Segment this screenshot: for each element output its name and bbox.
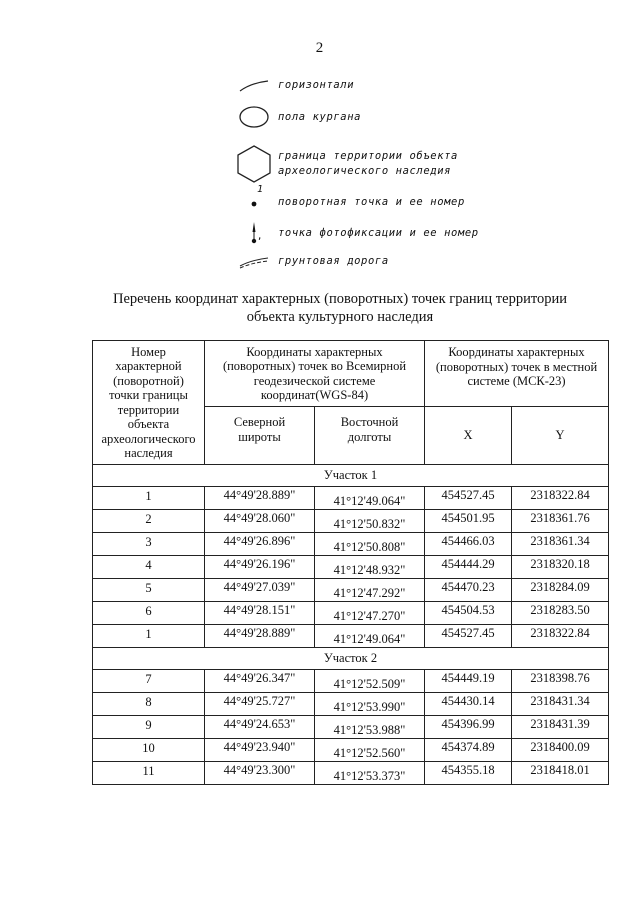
latitude-cell: 44°49'25.727"	[205, 693, 315, 716]
turning-point-number: 1	[257, 184, 264, 195]
point-number-cell: 10	[93, 739, 205, 762]
legend-label: точка фотофиксации и ее номер	[278, 226, 479, 239]
y-cell: 2318398.76	[512, 670, 609, 693]
x-cell: 454444.29	[425, 556, 512, 579]
section-row	[93, 648, 609, 670]
legend-item-mound	[236, 104, 361, 130]
svg-text:,: ,	[257, 232, 263, 242]
point-number-cell: 9	[93, 716, 205, 739]
longitude-cell: 41°12'48.932"	[315, 556, 425, 579]
turning-point-icon	[236, 184, 272, 210]
legend-item-turning-point	[236, 184, 465, 210]
point-number-cell: 1	[93, 625, 205, 648]
point-number-cell: 7	[93, 670, 205, 693]
dirt-road-icon	[236, 255, 272, 269]
ellipse-icon	[236, 104, 272, 130]
point-number-cell: 5	[93, 579, 205, 602]
table-row	[93, 693, 609, 716]
legend-label: горизонтали	[278, 79, 355, 91]
header-x: X	[425, 407, 512, 465]
longitude-cell: 41°12'53.373"	[315, 762, 425, 785]
longitude-cell: 41°12'50.808"	[315, 533, 425, 556]
table-row	[93, 579, 609, 602]
document-heading	[60, 290, 620, 326]
table-row	[93, 762, 609, 785]
x-cell: 454504.53	[425, 602, 512, 625]
point-number-cell: 4	[93, 556, 205, 579]
latitude-cell: 44°49'28.889"	[205, 625, 315, 648]
point-number-cell: 3	[93, 533, 205, 556]
coordinates-table	[92, 340, 609, 785]
x-cell: 454449.19	[425, 670, 512, 693]
x-cell: 454396.99	[425, 716, 512, 739]
legend-label: грунтовая дорога	[278, 255, 389, 267]
latitude-cell: 44°49'24.653"	[205, 716, 315, 739]
point-number-cell: 2	[93, 510, 205, 533]
table-row	[93, 487, 609, 510]
longitude-cell: 41°12'50.832"	[315, 510, 425, 533]
header-north-latitude: Северной широты	[205, 407, 315, 465]
latitude-cell: 44°49'26.347"	[205, 670, 315, 693]
section-row	[93, 465, 609, 487]
y-cell: 2318400.09	[512, 739, 609, 762]
y-cell: 2318361.76	[512, 510, 609, 533]
longitude-cell: 41°12'53.988"	[315, 716, 425, 739]
longitude-cell: 41°12'47.270"	[315, 602, 425, 625]
point-number-cell: 6	[93, 602, 205, 625]
y-cell: 2318322.84	[512, 625, 609, 648]
longitude-cell: 41°12'47.292"	[315, 579, 425, 602]
legend-item-contour	[236, 78, 354, 93]
heading-line-2: объекта культурного наследия	[246, 309, 434, 325]
x-cell: 454466.03	[425, 533, 512, 556]
table-row	[93, 716, 609, 739]
y-cell: 2318361.34	[512, 533, 609, 556]
heading-line-1: Перечень координат характерных (поворотных) точек границ территории	[112, 291, 568, 307]
y-cell: 2318431.34	[512, 693, 609, 716]
longitude-cell: 41°12'53.990"	[315, 693, 425, 716]
latitude-cell: 44°49'28.060"	[205, 510, 315, 533]
table-row	[93, 510, 609, 533]
table-row	[93, 533, 609, 556]
x-cell: 454501.95	[425, 510, 512, 533]
header-east-longitude: Восточной долготы	[315, 407, 425, 465]
section-title: Участок 2	[93, 648, 609, 670]
point-number-cell: 1	[93, 487, 205, 510]
photo-point-icon	[236, 220, 272, 246]
x-cell: 454527.45	[425, 487, 512, 510]
section-title: Участок 1	[93, 465, 609, 487]
latitude-cell: 44°49'28.889"	[205, 487, 315, 510]
y-cell: 2318284.09	[512, 579, 609, 602]
legend-item-photo-point	[236, 220, 479, 246]
x-cell: 454430.14	[425, 693, 512, 716]
latitude-cell: 44°49'27.039"	[205, 579, 315, 602]
table-row	[93, 625, 609, 648]
x-cell: 454527.45	[425, 625, 512, 648]
legend-label: поворотная точка и ее номер	[278, 195, 465, 208]
header-msk23: Координаты характерных (поворотных) точек в местной системе (МСК-23)	[425, 341, 609, 407]
legend-label: пола кургана	[278, 110, 362, 123]
longitude-cell: 41°12'49.064"	[315, 487, 425, 510]
legend-item-dirt-road	[236, 254, 389, 269]
longitude-cell: 41°12'52.509"	[315, 670, 425, 693]
hexagon-icon	[236, 144, 272, 184]
point-number-cell: 11	[93, 762, 205, 785]
header-y: Y	[512, 407, 609, 465]
y-cell: 2318320.18	[512, 556, 609, 579]
table-row	[93, 556, 609, 579]
y-cell: 2318322.84	[512, 487, 609, 510]
table-row	[93, 602, 609, 625]
y-cell: 2318283.50	[512, 602, 609, 625]
contour-line-icon	[236, 79, 272, 93]
header-wgs84: Координаты характерных (поворотных) точек во Всемирной геодезической системе координат(WGS-84)	[205, 341, 425, 407]
header-point-number: Номер характерной (поворотной) точки границы территории объекта археологического наследия	[93, 341, 205, 465]
table-row	[93, 670, 609, 693]
latitude-cell: 44°49'28.151"	[205, 602, 315, 625]
y-cell: 2318418.01	[512, 762, 609, 785]
latitude-cell: 44°49'26.196"	[205, 556, 315, 579]
y-cell: 2318431.39	[512, 716, 609, 739]
x-cell: 454470.23	[425, 579, 512, 602]
x-cell: 454374.89	[425, 739, 512, 762]
longitude-cell: 41°12'49.064"	[315, 625, 425, 648]
latitude-cell: 44°49'23.300"	[205, 762, 315, 785]
latitude-cell: 44°49'26.896"	[205, 533, 315, 556]
table-row	[93, 739, 609, 762]
x-cell: 454355.18	[425, 762, 512, 785]
longitude-cell: 41°12'52.560"	[315, 739, 425, 762]
page-number: 2	[315, 40, 324, 56]
legend-item-boundary	[236, 144, 458, 184]
point-number-cell: 8	[93, 693, 205, 716]
latitude-cell: 44°49'23.940"	[205, 739, 315, 762]
legend-label: граница территории объекта археологического наследия	[278, 150, 458, 177]
